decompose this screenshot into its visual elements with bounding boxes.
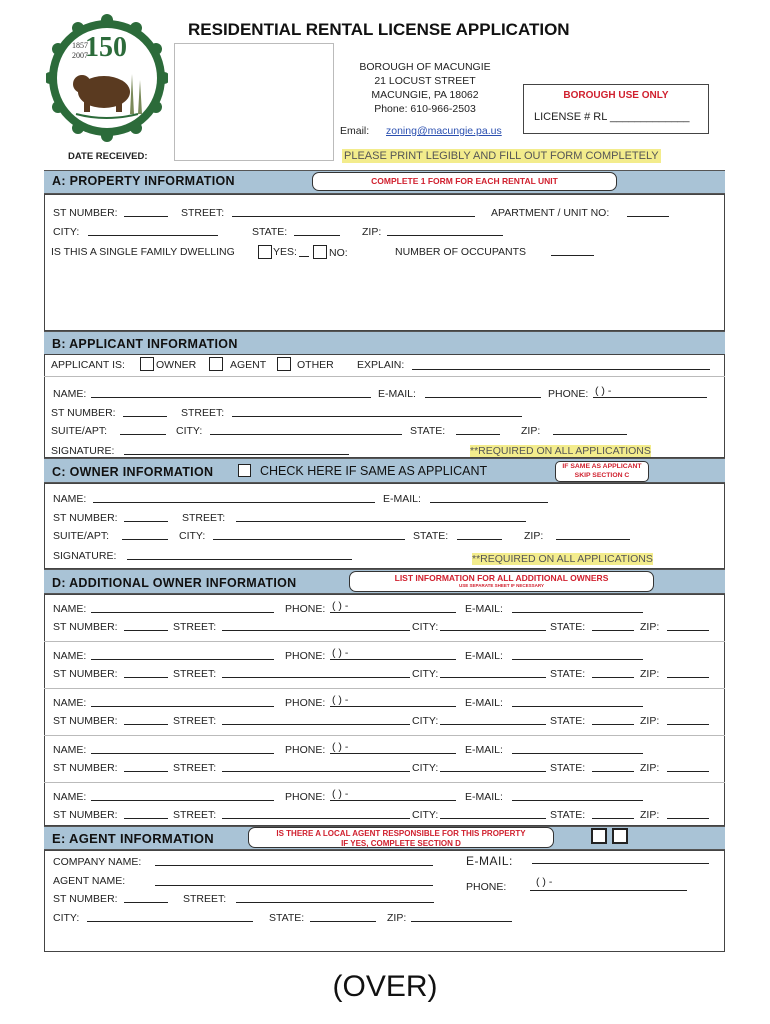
b-phone-label: PHONE: (548, 388, 589, 400)
section-a-title: A: PROPERTY INFORMATION (52, 174, 235, 188)
divider (44, 641, 725, 642)
d-phone-label: PHONE: (285, 744, 326, 756)
d-note-line1: LIST INFORMATION FOR ALL ADDITIONAL OWNERS (394, 573, 609, 583)
e-company-label: COMPANY NAME: (53, 856, 142, 868)
d-street-field[interactable] (222, 818, 410, 819)
over-footer: (OVER) (332, 970, 438, 1003)
borough-seal-logo (46, 14, 168, 142)
b-st-number-label: ST NUMBER: (51, 407, 116, 419)
a-street-label: STREET: (181, 207, 225, 219)
b-owner-label: OWNER (156, 359, 197, 371)
e-no-checkbox[interactable] (612, 828, 628, 844)
b-explain-label: EXPLAIN: (357, 359, 405, 371)
c-skip-note (555, 461, 649, 482)
e-st-number-label: ST NUMBER: (53, 893, 118, 905)
d-st-number-field[interactable] (124, 818, 168, 819)
e-state-field[interactable] (310, 921, 376, 922)
b-email-field[interactable] (425, 397, 541, 398)
d-phone-mask: ( ) - (332, 788, 349, 800)
a-city-field[interactable] (88, 235, 218, 236)
divider (44, 735, 725, 736)
c-state-label: STATE: (413, 530, 449, 542)
a-st-number-label: ST NUMBER: (53, 207, 118, 219)
b-zip-field[interactable] (553, 434, 627, 435)
e-local-agent-note (248, 827, 554, 848)
e-street-label: STREET: (183, 893, 227, 905)
a-yes-underline (299, 256, 309, 257)
c-signature-label: SIGNATURE: (53, 550, 117, 562)
d-st-number-field[interactable] (124, 630, 168, 631)
d-email-label: E-MAIL: (465, 650, 503, 662)
borough-address (340, 60, 510, 116)
b-suite-label: SUITE/APT: (51, 425, 108, 437)
a-occupants-label: NUMBER OF OCCUPANTS (395, 246, 527, 258)
a-occupants-field[interactable] (551, 255, 594, 256)
b-applicant-is-label: APPLICANT IS: (51, 359, 125, 371)
b-phone-mask: ( ) - (595, 385, 612, 397)
d-city-field[interactable] (440, 630, 546, 631)
c-city-field[interactable] (213, 539, 405, 540)
c-city-label: CITY: (179, 530, 206, 542)
d-state-label: STATE: (550, 668, 586, 680)
d-phone-mask: ( ) - (332, 741, 349, 753)
c-required-note: **REQUIRED ON ALL APPLICATIONS (472, 553, 653, 565)
d-state-field[interactable] (592, 818, 634, 819)
address-line: 21 LOCUST STREET (374, 75, 476, 87)
b-other-label: OTHER (297, 359, 334, 371)
d-city-label: CITY: (412, 762, 439, 774)
d-city-field[interactable] (440, 818, 546, 819)
section-b-title: B: APPLICANT INFORMATION (52, 337, 238, 351)
borough-use-title: BOROUGH USE ONLY (563, 90, 669, 101)
d-street-field[interactable] (222, 630, 410, 631)
d-city-label: CITY: (412, 621, 439, 633)
d-zip-label: ZIP: (640, 715, 660, 727)
divider (44, 782, 725, 783)
d-note-line2: USE SEPARATE SHEET IF NECESSARY (459, 583, 544, 588)
c-check-same-label: CHECK HERE IF SAME AS APPLICANT (260, 464, 488, 478)
photo-placeholder (174, 43, 334, 161)
e-street-field[interactable] (236, 902, 434, 903)
e-yes-checkbox[interactable] (591, 828, 607, 844)
d-st-number-label: ST NUMBER: (53, 809, 118, 821)
d-phone-label: PHONE: (285, 650, 326, 662)
b-st-number-field[interactable] (123, 416, 167, 417)
d-name-label: NAME: (53, 697, 87, 709)
d-city-field[interactable] (440, 677, 546, 678)
svg-text:2007: 2007 (72, 51, 88, 60)
d-zip-field[interactable] (667, 771, 709, 772)
a-no-label: NO: (329, 247, 348, 259)
d-name-label: NAME: (53, 744, 87, 756)
e-phone-field[interactable] (530, 890, 687, 891)
email-link[interactable]: zoning@macungie.pa.us (386, 125, 502, 137)
d-st-number-field[interactable] (124, 771, 168, 772)
e-agent-name-label: AGENT NAME: (53, 875, 126, 887)
a-city-label: CITY: (53, 226, 80, 238)
b-agent-checkbox[interactable] (209, 357, 223, 371)
a-zip-field[interactable] (387, 235, 503, 236)
d-zip-field[interactable] (667, 630, 709, 631)
c-zip-label: ZIP: (524, 530, 544, 542)
d-phone-mask: ( ) - (332, 647, 349, 659)
address-line: MACUNGIE, PA 18062 (371, 89, 479, 101)
e-agent-name-field[interactable] (155, 885, 433, 886)
a-zip-label: ZIP: (362, 226, 382, 238)
date-received-label: DATE RECEIVED: (68, 151, 148, 162)
d-email-field[interactable] (512, 753, 643, 754)
d-state-label: STATE: (550, 809, 586, 821)
d-name-field[interactable] (91, 800, 274, 801)
d-street-label: STREET: (173, 809, 217, 821)
section-a-body (44, 194, 725, 331)
b-state-label: STATE: (410, 425, 446, 437)
a-street-field[interactable] (232, 216, 475, 217)
e-zip-label: ZIP: (387, 912, 407, 924)
b-name-field[interactable] (91, 397, 371, 398)
email-label: Email: (340, 125, 370, 137)
e-email-field[interactable] (532, 863, 709, 864)
d-state-label: STATE: (550, 762, 586, 774)
b-explain-field[interactable] (412, 369, 710, 370)
d-phone-mask: ( ) - (332, 694, 349, 706)
d-zip-label: ZIP: (640, 668, 660, 680)
c-state-field[interactable] (457, 539, 502, 540)
d-phone-mask: ( ) - (332, 600, 349, 612)
e-note-line2: IF YES, COMPLETE SECTION D (341, 838, 461, 848)
b-signature-label: SIGNATURE: (51, 445, 115, 457)
e-zip-field[interactable] (411, 921, 512, 922)
d-st-number-label: ST NUMBER: (53, 715, 118, 727)
a-apartment-field[interactable] (627, 216, 669, 217)
d-st-number-field[interactable] (124, 724, 168, 725)
c-street-label: STREET: (182, 512, 226, 524)
d-name-field[interactable] (91, 659, 274, 660)
d-email-label: E-MAIL: (465, 697, 503, 709)
b-city-field[interactable] (210, 434, 402, 435)
section-c-title: C: OWNER INFORMATION (52, 465, 214, 479)
d-name-field[interactable] (91, 753, 274, 754)
section-e-title: E: AGENT INFORMATION (52, 831, 214, 846)
divider (44, 376, 725, 377)
svg-text:150: 150 (85, 32, 127, 63)
d-city-field[interactable] (440, 724, 546, 725)
b-street-label: STREET: (181, 407, 225, 419)
d-phone-label: PHONE: (285, 697, 326, 709)
e-email-label: E-MAIL: (466, 854, 513, 868)
d-street-label: STREET: (173, 762, 217, 774)
c-suite-field[interactable] (122, 539, 168, 540)
d-city-label: CITY: (412, 668, 439, 680)
e-state-label: STATE: (269, 912, 305, 924)
d-phone-field[interactable] (330, 800, 456, 801)
d-email-field[interactable] (512, 659, 643, 660)
d-city-label: CITY: (412, 809, 439, 821)
d-zip-label: ZIP: (640, 809, 660, 821)
b-phone-field[interactable] (593, 397, 707, 398)
d-additional-owners-note (349, 571, 654, 592)
d-phone-field[interactable] (330, 753, 456, 754)
b-signature-field[interactable] (124, 454, 349, 455)
svg-text:1857: 1857 (72, 41, 88, 50)
b-street-field[interactable] (232, 416, 522, 417)
license-number-field: LICENSE # RL _____________ (534, 111, 690, 123)
d-zip-label: ZIP: (640, 762, 660, 774)
d-st-number-field[interactable] (124, 677, 168, 678)
c-st-number-field[interactable] (124, 521, 168, 522)
d-email-label: E-MAIL: (465, 744, 503, 756)
e-company-field[interactable] (155, 865, 433, 866)
section-a-note: COMPLETE 1 FORM FOR EACH RENTAL UNIT (312, 172, 617, 191)
b-other-checkbox[interactable] (277, 357, 291, 371)
d-st-number-label: ST NUMBER: (53, 621, 118, 633)
c-street-field[interactable] (236, 521, 526, 522)
a-single-family-label: IS THIS A SINGLE FAMILY DWELLING (51, 246, 235, 258)
d-state-label: STATE: (550, 621, 586, 633)
e-phone-label: PHONE: (466, 881, 507, 893)
e-note-line1: IS THERE A LOCAL AGENT RESPONSIBLE FOR THIS PROPERTY (276, 829, 526, 838)
divider (44, 688, 725, 689)
d-zip-field[interactable] (667, 818, 709, 819)
d-name-field[interactable] (91, 706, 274, 707)
b-suite-field[interactable] (120, 434, 166, 435)
e-st-number-field[interactable] (124, 902, 168, 903)
c-email-field[interactable] (430, 502, 548, 503)
c-signature-field[interactable] (127, 559, 352, 560)
a-no-checkbox[interactable] (313, 245, 327, 259)
d-street-label: STREET: (173, 621, 217, 633)
c-name-label: NAME: (53, 493, 87, 505)
d-street-field[interactable] (222, 771, 410, 772)
d-email-label: E-MAIL: (465, 791, 503, 803)
c-note-line2: SKIP SECTION C (574, 471, 630, 479)
section-b-header (44, 331, 725, 355)
a-yes-label: YES: (273, 246, 297, 258)
d-street-field[interactable] (222, 677, 410, 678)
b-zip-label: ZIP: (521, 425, 541, 437)
form-title: RESIDENTIAL RENTAL LICENSE APPLICATION (188, 20, 570, 39)
d-state-field[interactable] (592, 677, 634, 678)
b-state-field[interactable] (456, 434, 500, 435)
d-street-label: STREET: (173, 715, 217, 727)
c-note-line1: IF SAME AS APPLICANT (562, 463, 642, 470)
a-yes-checkbox[interactable] (258, 245, 272, 259)
borough-use-box (523, 84, 709, 134)
print-legibly-note: PLEASE PRINT LEGIBLY AND FILL OUT FORM COMPLETELY (344, 150, 659, 162)
d-phone-label: PHONE: (285, 603, 326, 615)
d-email-field[interactable] (512, 800, 643, 801)
b-required-note: **REQUIRED ON ALL APPLICATIONS (470, 445, 651, 457)
d-street-field[interactable] (222, 724, 410, 725)
a-apartment-label: APARTMENT / UNIT NO: (491, 207, 610, 219)
d-city-field[interactable] (440, 771, 546, 772)
d-state-label: STATE: (550, 715, 586, 727)
d-name-label: NAME: (53, 791, 87, 803)
d-phone-field[interactable] (330, 659, 456, 660)
d-st-number-label: ST NUMBER: (53, 668, 118, 680)
a-state-field[interactable] (294, 235, 340, 236)
d-st-number-label: ST NUMBER: (53, 762, 118, 774)
d-email-field[interactable] (512, 612, 643, 613)
d-state-field[interactable] (592, 771, 634, 772)
d-name-label: NAME: (53, 650, 87, 662)
e-city-label: CITY: (53, 912, 80, 924)
d-state-field[interactable] (592, 724, 634, 725)
d-phone-label: PHONE: (285, 791, 326, 803)
e-city-field[interactable] (87, 921, 253, 922)
section-d-title: D: ADDITIONAL OWNER INFORMATION (52, 576, 297, 590)
address-line: Phone: 610-966-2503 (374, 103, 476, 115)
d-zip-label: ZIP: (640, 621, 660, 633)
a-st-number-field[interactable] (124, 216, 168, 217)
b-email-label: E-MAIL: (378, 388, 416, 400)
c-st-number-label: ST NUMBER: (53, 512, 118, 524)
d-state-field[interactable] (592, 630, 634, 631)
d-email-field[interactable] (512, 706, 643, 707)
d-zip-field[interactable] (667, 677, 709, 678)
d-street-label: STREET: (173, 668, 217, 680)
b-owner-checkbox[interactable] (140, 357, 154, 371)
b-agent-label: AGENT (230, 359, 267, 371)
d-city-label: CITY: (412, 715, 439, 727)
c-zip-field[interactable] (556, 539, 630, 540)
d-name-field[interactable] (91, 612, 274, 613)
section-d-body (44, 594, 725, 826)
c-same-as-applicant-checkbox[interactable] (238, 464, 251, 477)
c-email-label: E-MAIL: (383, 493, 421, 505)
address-line: BOROUGH OF MACUNGIE (359, 61, 491, 73)
a-state-label: STATE: (252, 226, 288, 238)
c-name-field[interactable] (93, 502, 375, 503)
d-zip-field[interactable] (667, 724, 709, 725)
d-name-label: NAME: (53, 603, 87, 615)
d-email-label: E-MAIL: (465, 603, 503, 615)
b-city-label: CITY: (176, 425, 203, 437)
c-suite-label: SUITE/APT: (53, 530, 110, 542)
b-name-label: NAME: (53, 388, 87, 400)
d-phone-field[interactable] (330, 706, 456, 707)
e-phone-mask: ( ) - (536, 876, 553, 888)
d-phone-field[interactable] (330, 612, 456, 613)
